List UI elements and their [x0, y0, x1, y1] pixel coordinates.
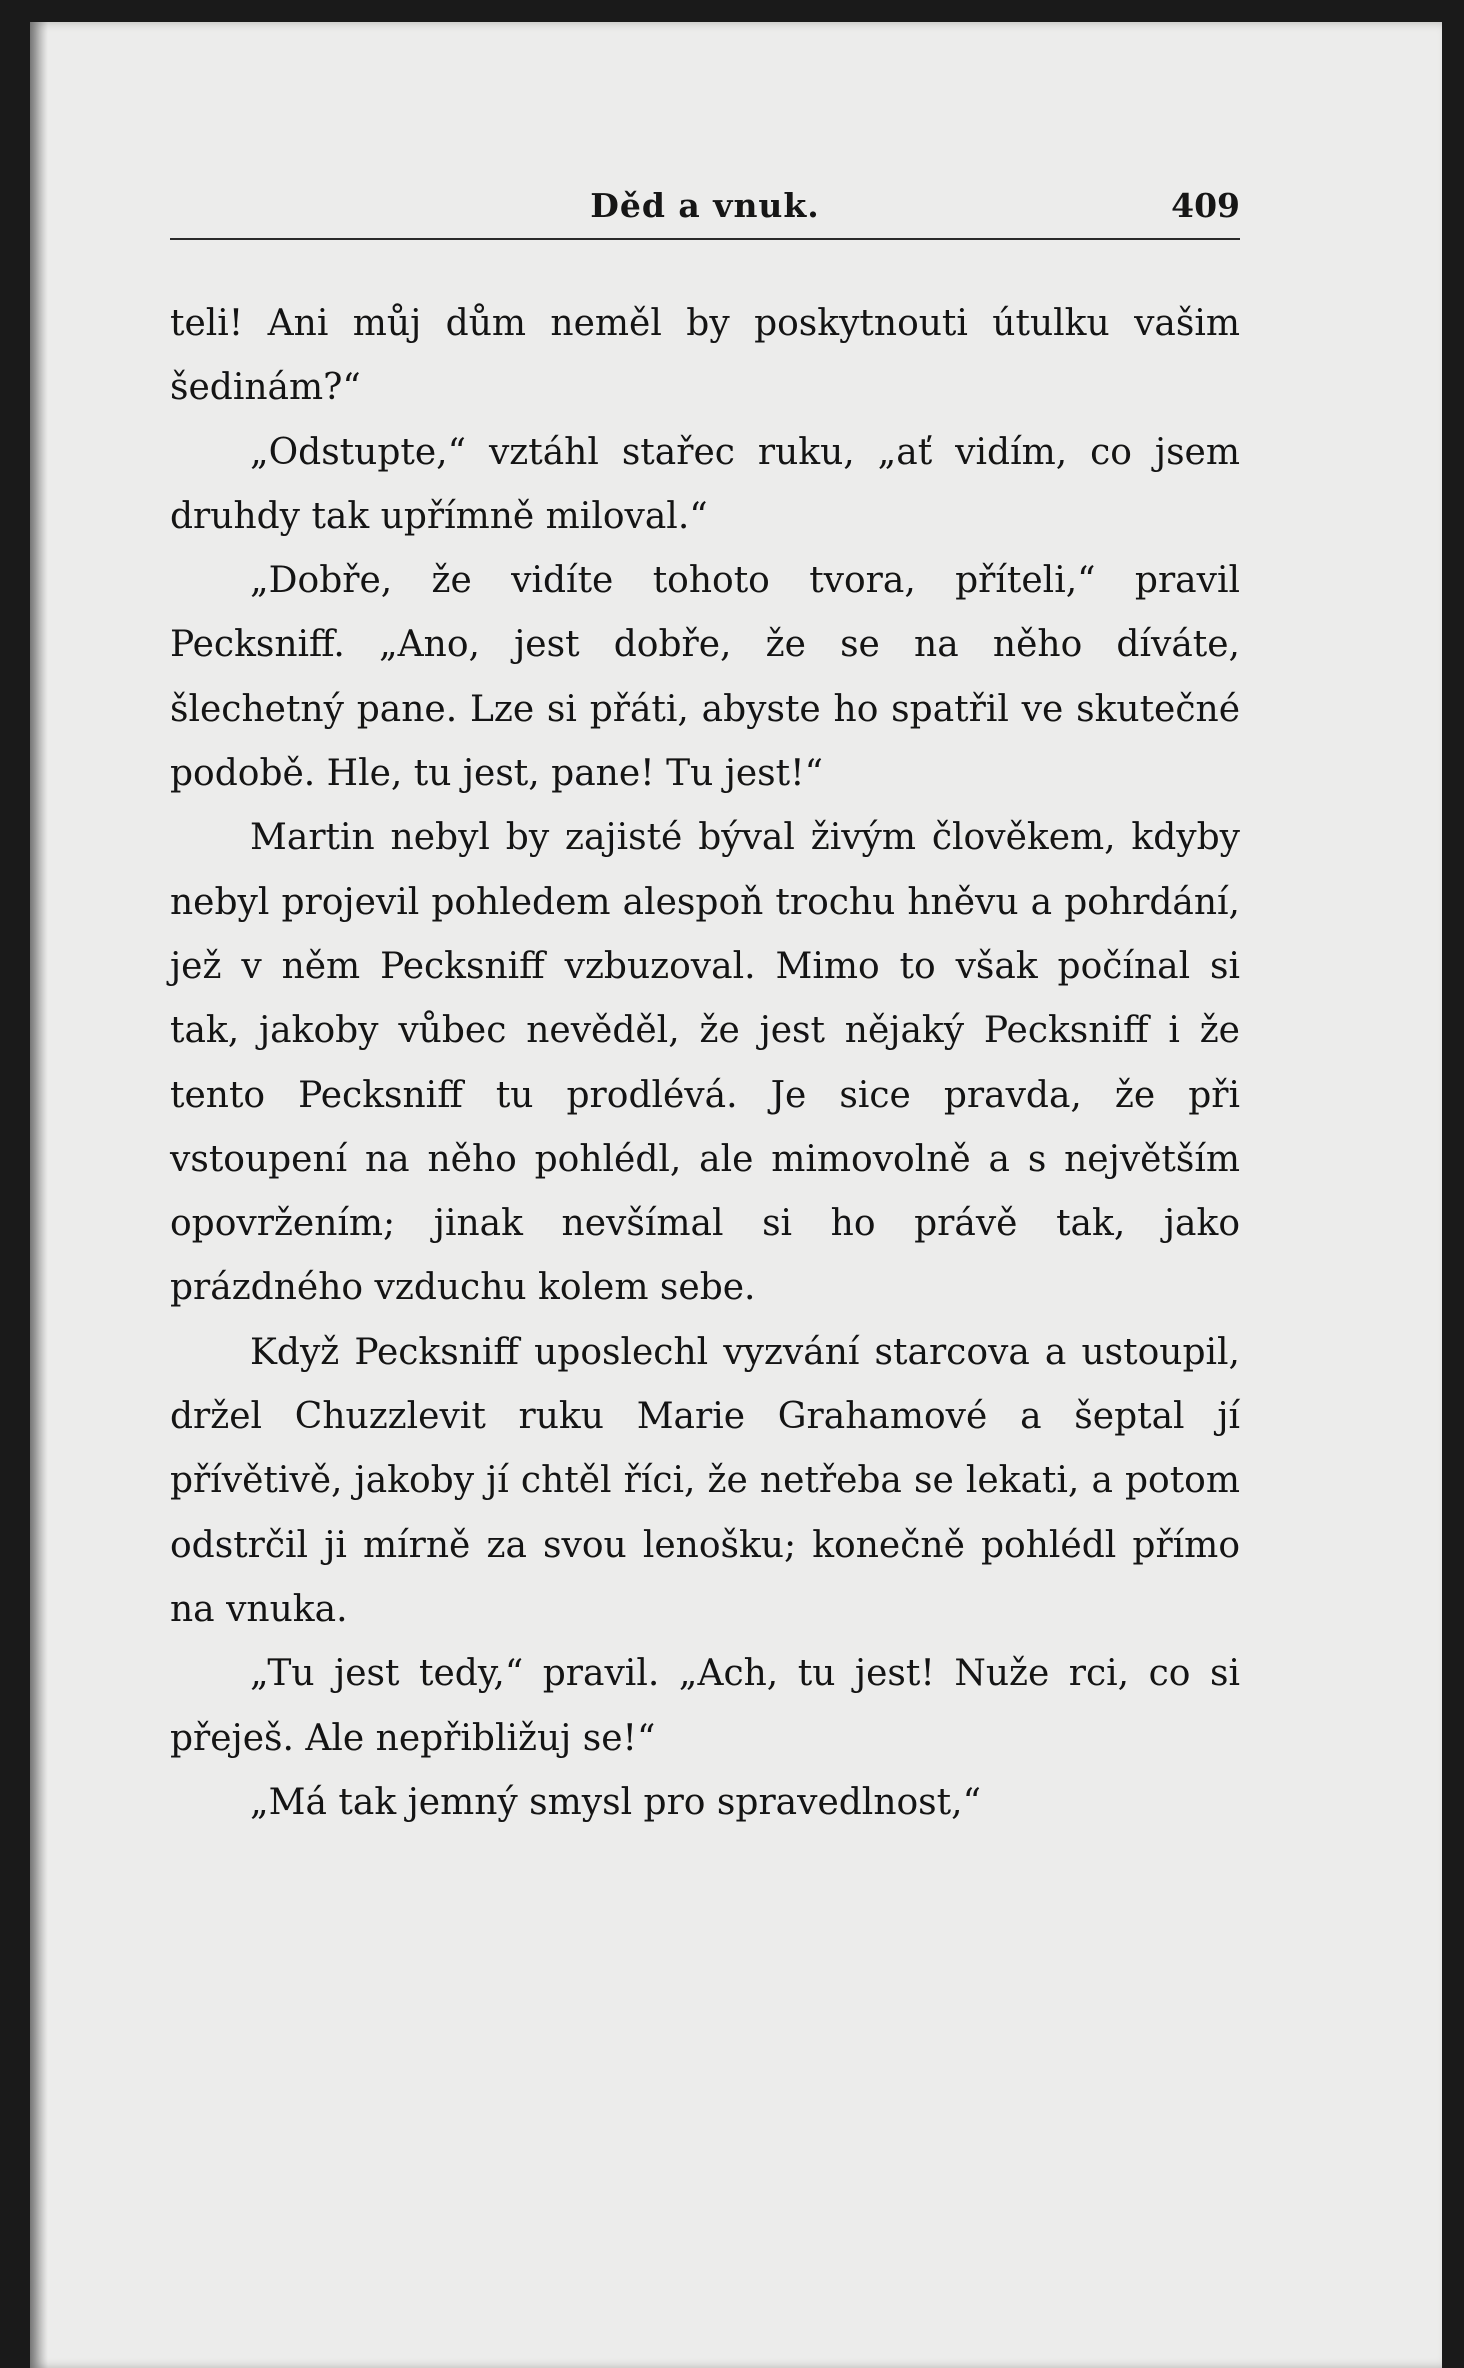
paragraph-1: teli! Ani můj dům neměl by poskytnouti útulku vašim šedinám?“: [170, 303, 1240, 409]
paragraph-6: „Tu jest tedy,“ pravil. „Ach, tu jest! Nuže rci, co si přeješ. Ale nepřibližuj se!“: [170, 1653, 1240, 1759]
spine-shadow: [30, 22, 48, 2368]
paragraph-7: „Má tak jemný smysl pro spravedlnost,“: [250, 1781, 981, 1823]
body-text: [170, 292, 1240, 1835]
page-number: 409: [1171, 186, 1240, 225]
paragraph-5: Když Pecksniff uposlechl vyzvání starcova a ustoupil, držel Chuzzlevit ruku Marie Grahamové a šeptal jí přívětivě, jakoby jí chtěl říci, že netřeba se lekati, a potom odstrčil ji mírně za svou lenošku; konečně pohlédl přímo na vnuka.: [170, 1331, 1240, 1630]
header-rule: [170, 238, 1240, 240]
page-header: [170, 178, 1240, 238]
running-title: Děd a vnuk.: [590, 186, 820, 225]
paragraph-2: „Odstupte,“ vztáhl stařec ruku, „ať vidím, co jsem druhdy tak upřímně miloval.“: [170, 431, 1240, 537]
paragraph-4: Martin nebyl by zajisté býval živým člověkem, kdyby nebyl projevil pohledem alespoň trochu hněvu a pohrdání, jež v něm Pecksniff vzbuzoval. Mimo to však počínal si tak, jakoby vůbec nevěděl, že jest nějaký Pecksniff i že tento Pecksniff tu prodlévá. Je sice pravda, že při vstoupení na něho pohlédl, ale mimovolně a s největším opovržením; jinak nevšímal si ho právě tak, jako prázdného vzduchu kolem sebe.: [170, 817, 1240, 1309]
paragraph-3: „Dobře, že vidíte tohoto tvora, příteli,“ pravil Pecksniff. „Ano, jest dobře, že se na něho díváte, šlechetný pane. Lze si přáti, abyste ho spatřil ve skutečné podobě. Hle, tu jest, pane! Tu jest!“: [170, 560, 1240, 795]
